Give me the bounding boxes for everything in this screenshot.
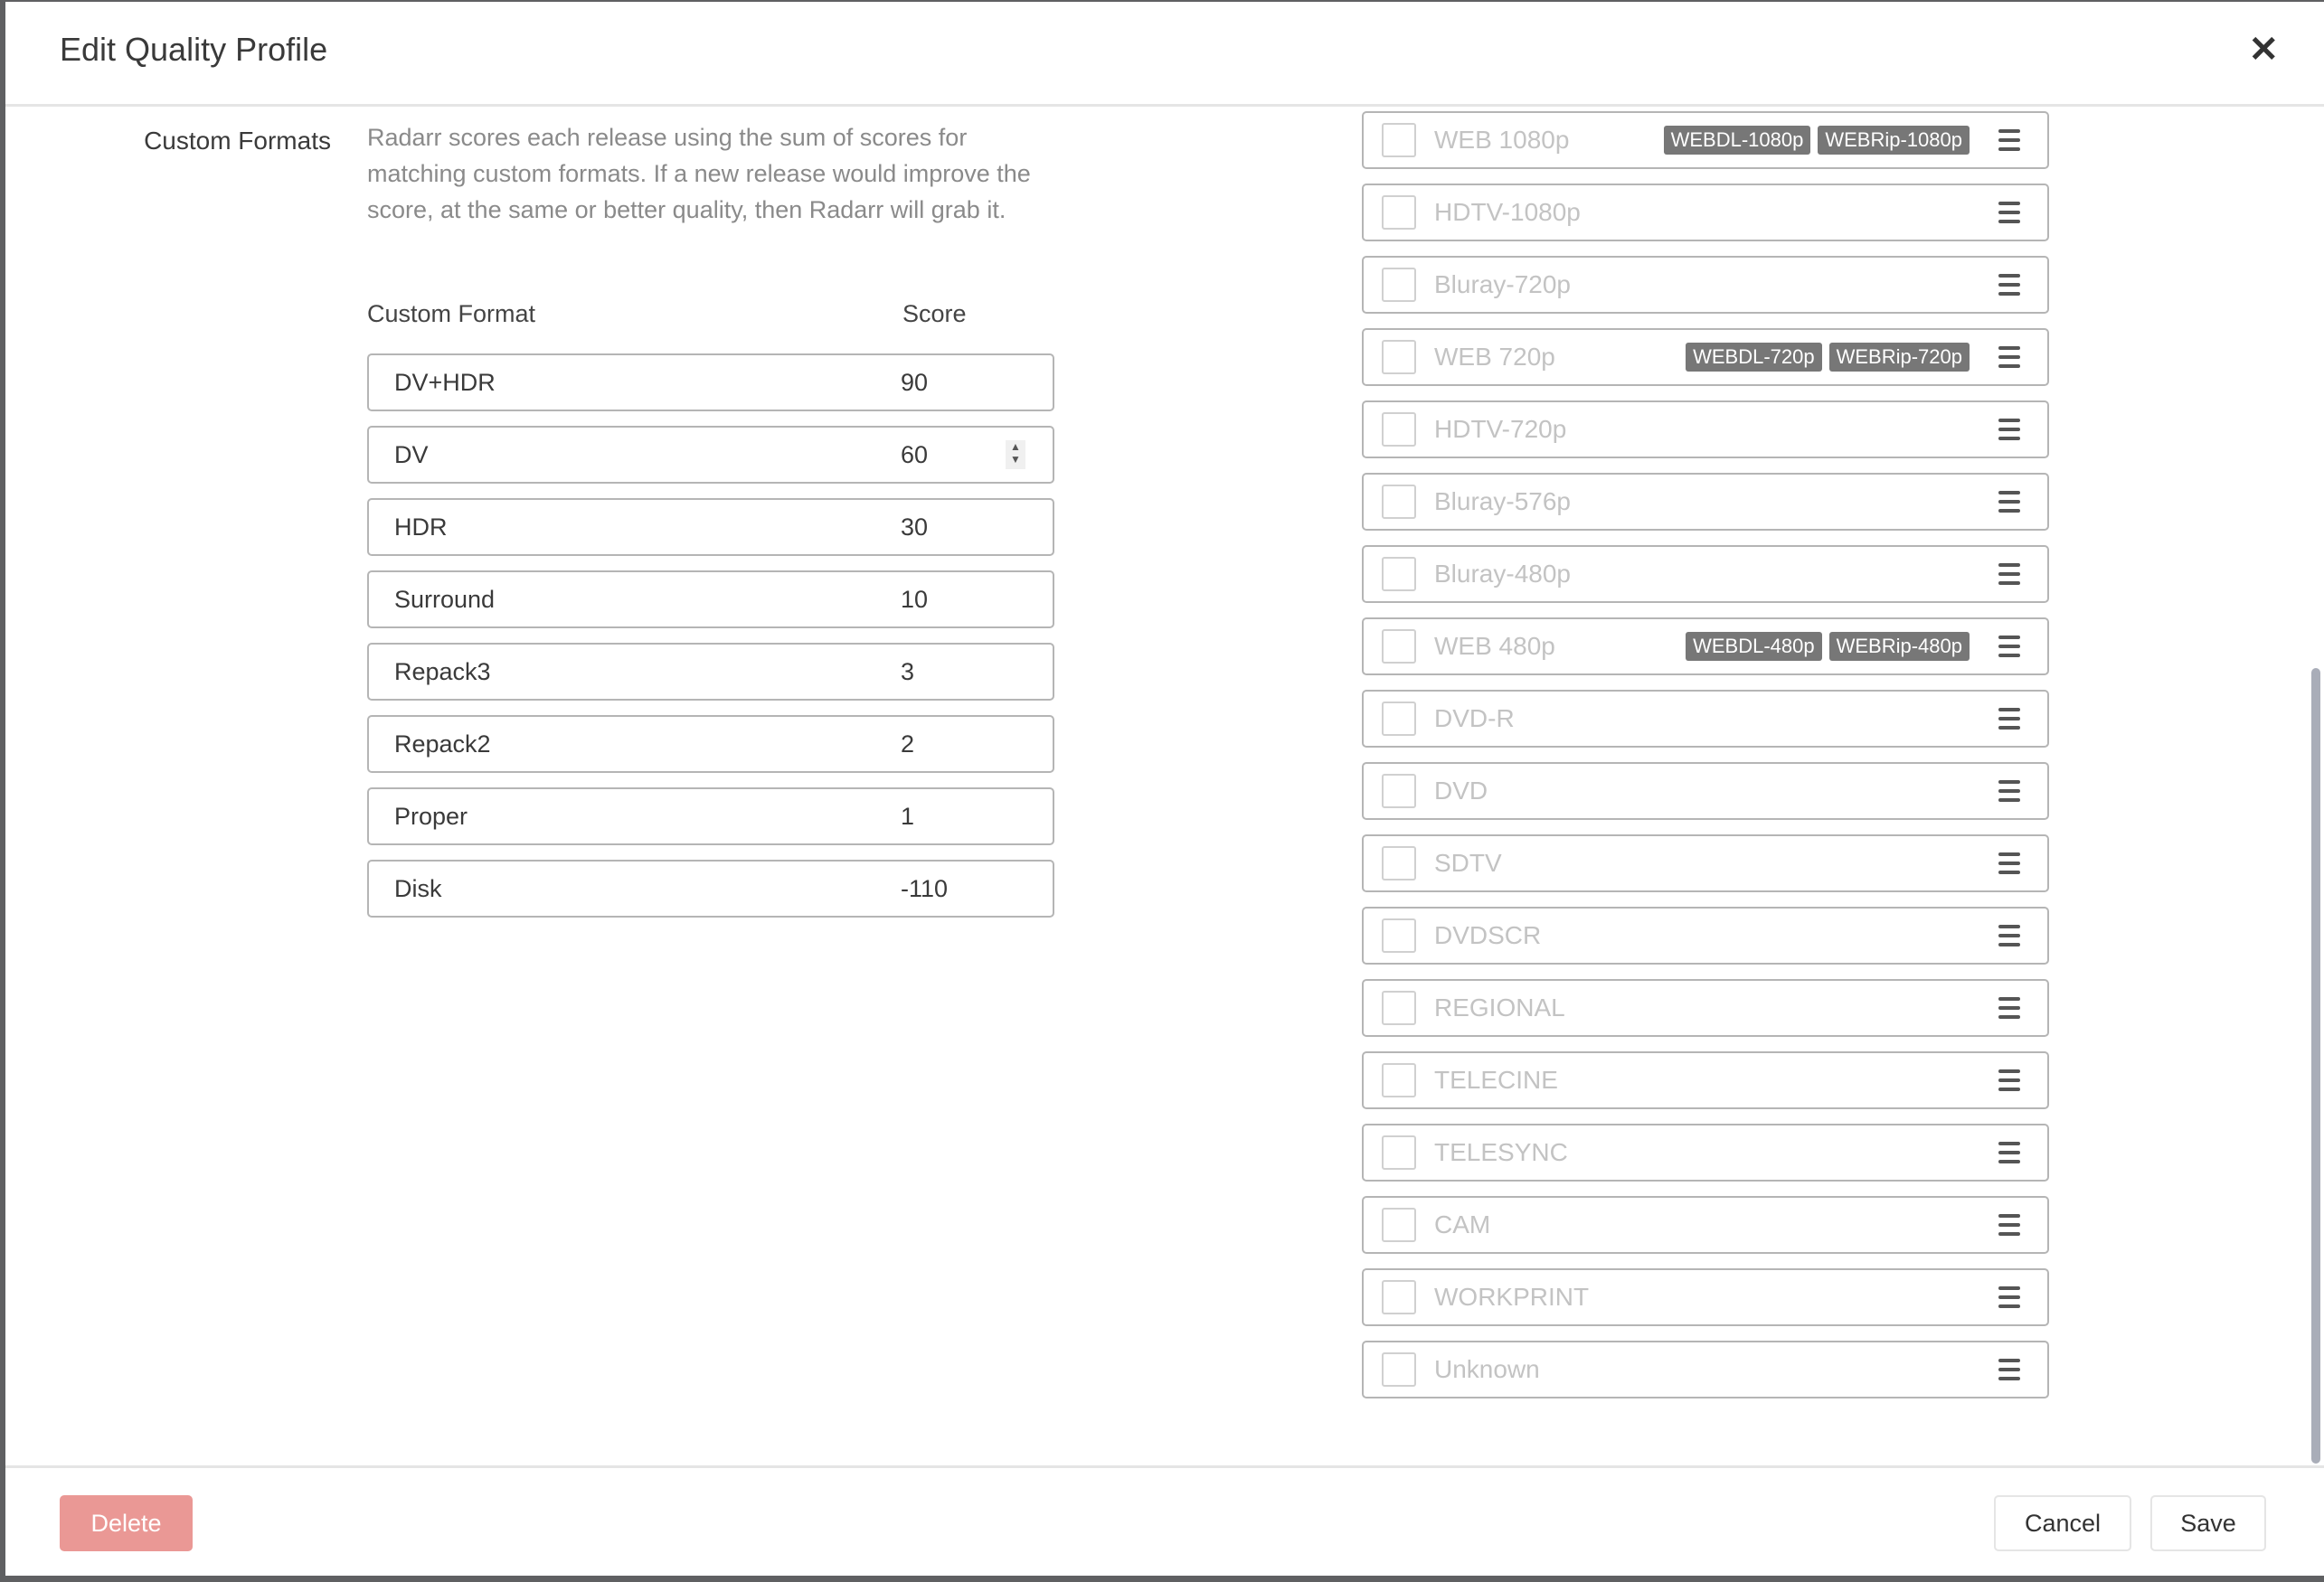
custom-format-name: DV+HDR [394,368,496,396]
quality-badge: WEBDL-1080p [1664,126,1811,155]
quality-checkbox[interactable] [1382,485,1416,519]
custom-format-row [367,426,1054,484]
drag-handle-icon[interactable] [1998,925,2020,946]
drag-handle-icon[interactable] [1998,780,2020,802]
score-input[interactable] [875,645,1053,699]
drag-handle-icon[interactable] [1998,346,2020,368]
quality-checkbox[interactable] [1382,774,1416,808]
drag-handle-icon[interactable] [1998,997,2020,1019]
quality-row[interactable] [1362,1268,2049,1326]
score-value: 2 [901,730,915,758]
quality-badge: WEBRip-480p [1829,632,1970,661]
custom-format-name: Disk [394,874,442,902]
quality-checkbox[interactable] [1382,1280,1416,1314]
custom-format-row [367,787,1054,845]
drag-handle-icon[interactable] [1998,1214,2020,1236]
drag-handle-icon[interactable] [1998,491,2020,513]
custom-format-row [367,715,1054,773]
custom-format-name: Surround [394,585,496,613]
score-input[interactable] [875,500,1053,554]
modal-title: Edit Quality Profile [60,31,328,68]
custom-format-name: HDR [394,513,448,541]
drag-handle-icon[interactable] [1998,708,2020,730]
quality-row[interactable] [1362,1341,2049,1398]
score-value: -110 [901,874,949,902]
score-value: 3 [901,657,915,685]
col-custom-format: Custom Format [367,300,536,327]
custom-format-row [367,498,1054,556]
drag-handle-icon[interactable] [1998,1359,2020,1380]
quality-name: TELESYNC [1434,1138,1568,1166]
quality-name: CAM [1434,1210,1491,1238]
quality-name: WEB 720p [1434,343,1555,371]
quality-row[interactable] [1362,1124,2049,1182]
quality-name: Unknown [1434,1355,1540,1383]
quality-row[interactable] [1362,473,2049,531]
quality-name: HDTV-720p [1434,415,1567,443]
custom-format-row [367,860,1054,918]
quality-row[interactable] [1362,907,2049,965]
quality-checkbox[interactable] [1382,846,1416,880]
drag-handle-icon[interactable] [1998,1069,2020,1091]
quality-row[interactable] [1362,617,2049,675]
quality-badge: WEBDL-480p [1686,632,1822,661]
quality-row[interactable] [1362,400,2049,458]
quality-checkbox[interactable] [1382,123,1416,157]
drag-handle-icon[interactable] [1998,129,2020,151]
close-icon[interactable]: ✕ [2248,30,2279,70]
drag-handle-icon[interactable] [1998,563,2020,585]
quality-name: Bluray-480p [1434,560,1571,588]
quality-checkbox[interactable] [1382,1208,1416,1242]
quality-name: WEB 1080p [1434,126,1570,154]
delete-button[interactable]: Delete [60,1495,193,1551]
quality-checkbox[interactable] [1382,412,1416,447]
quality-row[interactable] [1362,979,2049,1037]
quality-row[interactable] [1362,690,2049,748]
quality-name: Bluray-576p [1434,487,1571,515]
quality-checkbox[interactable] [1382,557,1416,591]
drag-handle-icon[interactable] [1998,852,2020,874]
score-value: 90 [901,368,929,396]
quality-name: REGIONAL [1434,993,1565,1022]
quality-name: SDTV [1434,849,1502,877]
modal-content [5,33,2324,1461]
custom-format-row [367,570,1054,628]
score-value: 10 [901,585,929,613]
quality-checkbox[interactable] [1382,1063,1416,1097]
quality-row[interactable] [1362,111,2049,169]
score-input[interactable] [875,862,1053,916]
score-input[interactable] [875,789,1053,843]
custom-format-row [367,643,1054,701]
quality-checkbox[interactable] [1382,340,1416,374]
quality-name: Bluray-720p [1434,270,1571,298]
quality-checkbox[interactable] [1382,629,1416,664]
score-input[interactable] [875,717,1053,771]
score-input[interactable] [875,572,1053,626]
quality-badge: WEBDL-720p [1686,343,1822,372]
quality-checkbox[interactable] [1382,918,1416,953]
score-input[interactable] [875,428,1053,482]
score-value: 1 [901,802,915,830]
score-value: 60 [901,440,929,468]
quality-name: WEB 480p [1434,632,1555,660]
custom-format-name: Repack2 [394,730,491,758]
drag-handle-icon[interactable] [1998,1286,2020,1308]
modal-header [5,2,2324,107]
quality-row[interactable] [1362,1051,2049,1109]
drag-handle-icon[interactable] [1998,1142,2020,1163]
scrollbar[interactable] [2311,668,2320,1464]
col-score: Score [902,300,967,327]
quality-checkbox[interactable] [1382,702,1416,736]
quality-name: DVD [1434,777,1488,805]
custom-formats-description: Radarr scores each release using the sum of scores for matching custom formats. If a new release would improve the score, at the same or better quality, then Radarr will grab it. [367,124,1031,223]
quality-row[interactable] [1362,1196,2049,1254]
quality-name: TELECINE [1434,1066,1558,1094]
cancel-button[interactable]: Cancel [1994,1495,2131,1551]
drag-handle-icon[interactable] [1998,202,2020,223]
score-input[interactable] [875,355,1053,410]
quality-row[interactable] [1362,762,2049,820]
quality-checkbox[interactable] [1382,268,1416,302]
quality-checkbox[interactable] [1382,1352,1416,1387]
quality-name: WORKPRINT [1434,1283,1590,1311]
save-button[interactable]: Save [2150,1495,2266,1551]
custom-format-name: Repack3 [394,657,491,685]
quality-badge: WEBRip-720p [1829,343,1970,372]
custom-format-name: DV [394,440,429,468]
modal-body [5,2,2324,1465]
quality-badge: WEBRip-1080p [1818,126,1970,155]
quality-row[interactable] [1362,184,2049,241]
quality-name: DVD-R [1434,704,1515,732]
drag-handle-icon[interactable] [1998,419,2020,440]
custom-formats-label: Custom Formats [144,127,331,155]
quality-checkbox[interactable] [1382,195,1416,230]
edit-quality-profile-modal [5,2,2324,1576]
custom-format-row [367,353,1054,411]
quality-row[interactable] [1362,256,2049,314]
quality-row[interactable] [1362,328,2049,386]
quality-checkbox[interactable] [1382,1135,1416,1170]
quality-row[interactable] [1362,545,2049,603]
number-stepper-icon[interactable]: ▲ ▼ [1006,440,1025,469]
custom-format-name: Proper [394,802,468,830]
quality-checkbox[interactable] [1382,991,1416,1025]
quality-row[interactable] [1362,834,2049,892]
drag-handle-icon[interactable] [1998,274,2020,296]
quality-name: DVDSCR [1434,921,1542,949]
quality-name: HDTV-1080p [1434,198,1581,226]
score-value: 30 [901,513,929,541]
drag-handle-icon[interactable] [1998,636,2020,657]
modal-footer [5,1465,2324,1576]
